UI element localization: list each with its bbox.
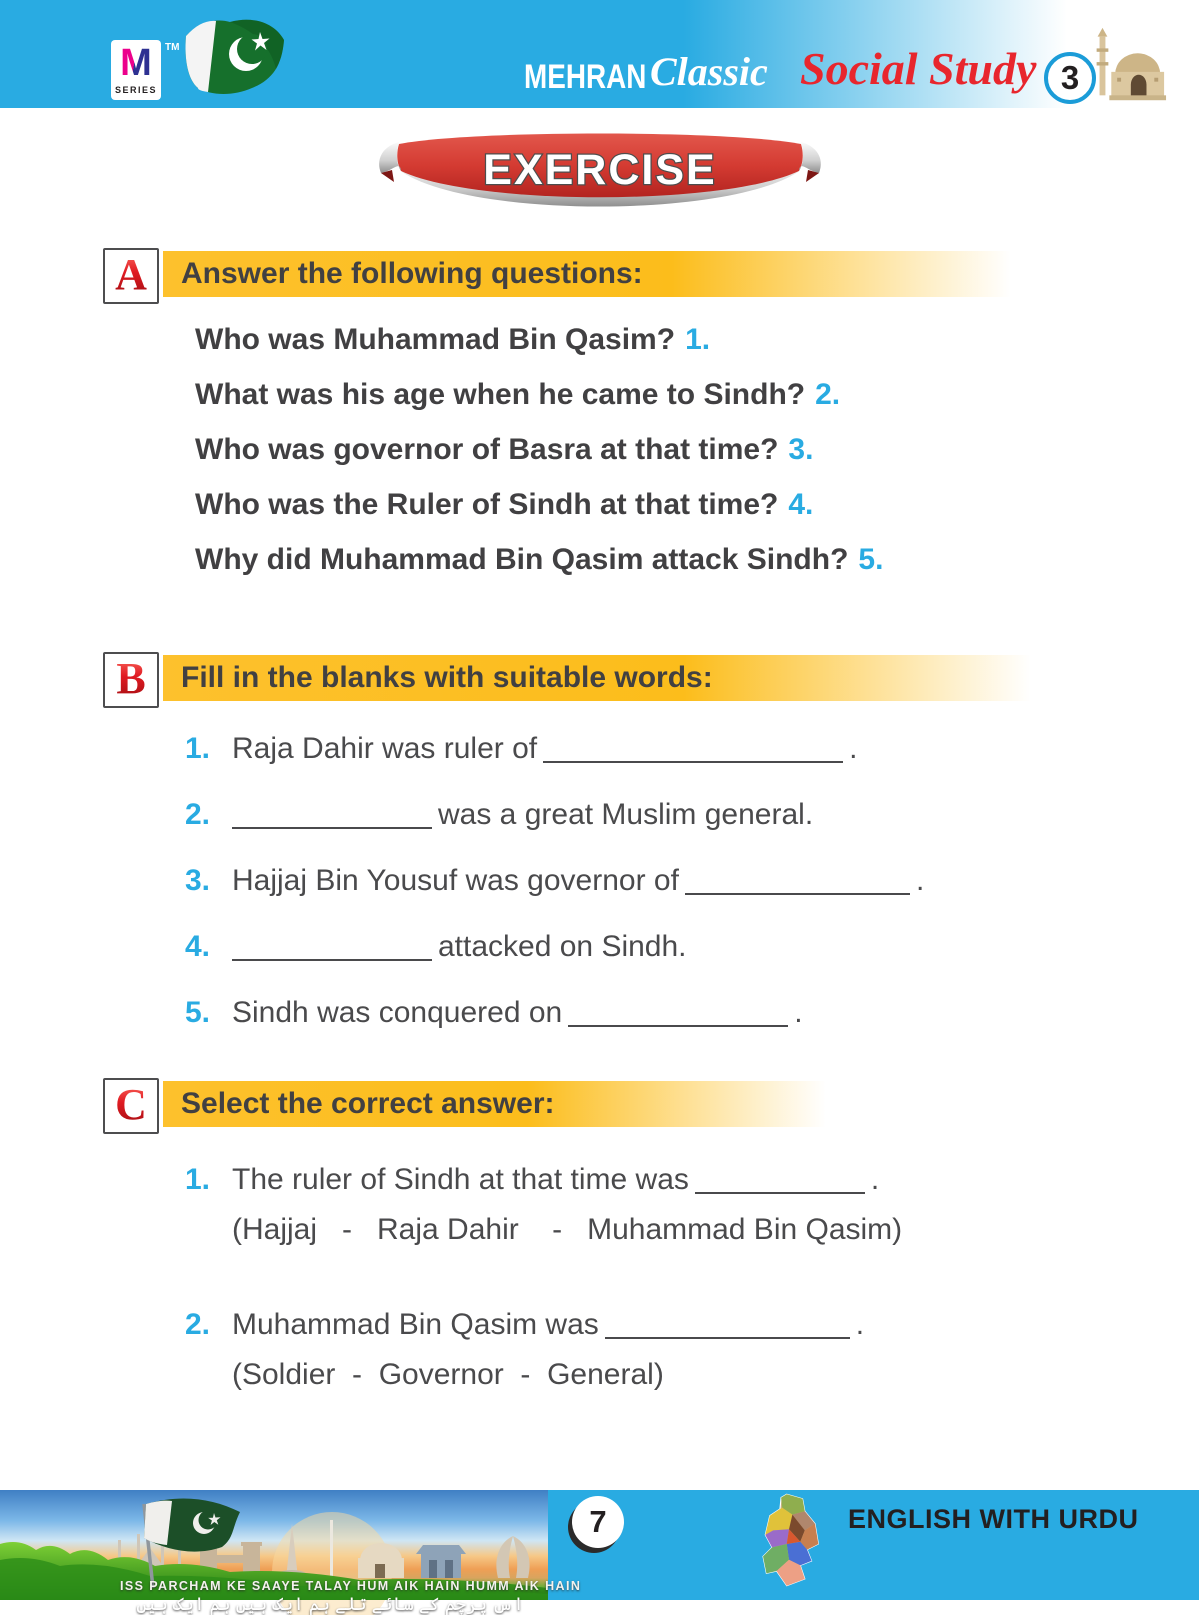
item-text: .	[849, 732, 858, 765]
section-a-header	[0, 248, 1199, 304]
brand-mehran: MEHRAN	[524, 58, 647, 96]
question-text: Why did Muhammad Bin Qasim attack Sindh?	[195, 543, 849, 576]
item-number: 2.	[185, 798, 211, 831]
section-a-letter: A	[115, 250, 147, 299]
answer-blank	[685, 869, 910, 895]
blank-row	[185, 914, 1065, 980]
section-c-header	[0, 1078, 1199, 1134]
item-text: .	[855, 1308, 865, 1341]
header-bar	[0, 0, 1199, 108]
question-number: 3.	[788, 433, 814, 466]
question-row	[195, 422, 1055, 477]
answer-blank	[568, 1001, 788, 1027]
item-number: 4.	[185, 930, 211, 963]
item-text: attacked on Sindh.	[438, 930, 687, 963]
answer-blank	[232, 803, 432, 829]
question-text: What was his age when he came to Sindh?	[195, 378, 806, 411]
section-b-header	[0, 652, 1199, 708]
exercise-banner-text: EXERCISE	[483, 146, 717, 194]
item-number: 1.	[185, 1163, 211, 1196]
section-b-title: Fill in the blanks with suitable words:	[163, 655, 1031, 701]
mcq-list	[185, 1152, 1085, 1398]
item-text: Muhammad Bin Qasim was	[232, 1308, 599, 1341]
brand-classic: Classic	[650, 49, 768, 94]
blank-row	[185, 716, 1065, 782]
question-text: Who was the Ruler of Sindh at that time?	[195, 488, 779, 521]
question-text: Who was governor of Basra at that time?	[195, 433, 779, 466]
section-c-title: Select the correct answer:	[163, 1081, 826, 1127]
logo-series-label: SERIES	[114, 85, 157, 95]
footer-slogan: ISS PARCHAM KE SAAYE TALAY HUM AIK HAIN HUMM AIK HAIN	[120, 1579, 582, 1593]
grade-badge: 3	[1044, 52, 1096, 104]
blank-row	[185, 848, 1065, 914]
exercise-ribbon	[372, 126, 827, 224]
item-text: was a great Muslim general.	[438, 798, 814, 831]
item-text: .	[794, 996, 803, 1029]
mcq-options: (Soldier - Governor - General)	[232, 1358, 664, 1391]
question-number: 5.	[858, 543, 884, 576]
blank-row	[185, 980, 1065, 1046]
answer-blank	[605, 1313, 850, 1339]
answer-blank	[232, 935, 432, 961]
question-number: 1.	[685, 323, 711, 356]
footer-language-label: ENGLISH WITH URDU	[848, 1504, 1139, 1534]
item-number: 2.	[185, 1308, 211, 1341]
question-row	[195, 312, 1055, 367]
answer-blank	[695, 1168, 865, 1194]
item-number: 3.	[185, 864, 211, 897]
subject-title: Social Study	[800, 43, 1037, 94]
question-number: 2.	[815, 378, 841, 411]
footer-photo	[0, 1490, 582, 1614]
trademark-label: TM	[165, 42, 180, 53]
answer-blank	[543, 737, 843, 763]
mazar-e-quaid-icon	[1080, 26, 1168, 106]
footer-slogan-urdu: اس پرچم کے سائے تلے ہم ایک ہیں ہم ایک ہیں	[136, 1594, 524, 1614]
question-text: Who was Muhammad Bin Qasim?	[195, 323, 676, 356]
item-text: Raja Dahir was ruler of	[232, 732, 538, 765]
m-series-logo	[111, 40, 161, 100]
spacer	[185, 1253, 1085, 1297]
item-number: 1.	[185, 732, 211, 765]
fill-in-blanks-list	[185, 716, 1065, 1046]
section-c-letter: C	[115, 1080, 147, 1129]
item-text: .	[915, 864, 925, 897]
question-list	[195, 312, 1055, 587]
mcq-question	[185, 1152, 1085, 1207]
item-number: 5.	[185, 996, 211, 1029]
page-number-badge: 7	[572, 1496, 624, 1548]
item-text: Hajjaj Bin Yousuf was governor of	[232, 864, 679, 897]
footer-bar	[0, 1490, 1199, 1614]
mcq-options: (Hajjaj - Raja Dahir - Muhammad Bin Qasim)	[232, 1213, 903, 1246]
mcq-question	[185, 1297, 1085, 1352]
question-row	[195, 477, 1055, 532]
section-a-title: Answer the following questions:	[163, 251, 1011, 297]
section-b-letter-box	[103, 652, 159, 708]
question-row	[195, 532, 1055, 587]
question-row	[195, 367, 1055, 422]
pakistan-flag-icon	[172, 14, 292, 102]
logo-m-letter: M	[111, 42, 161, 84]
sindh-map-icon	[752, 1492, 826, 1588]
blank-row	[185, 782, 1065, 848]
item-text: The ruler of Sindh at that time was	[232, 1163, 689, 1196]
section-b-letter: B	[116, 654, 146, 703]
item-text: Sindh was conquered on	[232, 996, 563, 1029]
section-c-letter-box	[103, 1078, 159, 1134]
question-number: 4.	[788, 488, 814, 521]
section-a-letter-box	[103, 248, 159, 304]
item-text: .	[870, 1163, 880, 1196]
